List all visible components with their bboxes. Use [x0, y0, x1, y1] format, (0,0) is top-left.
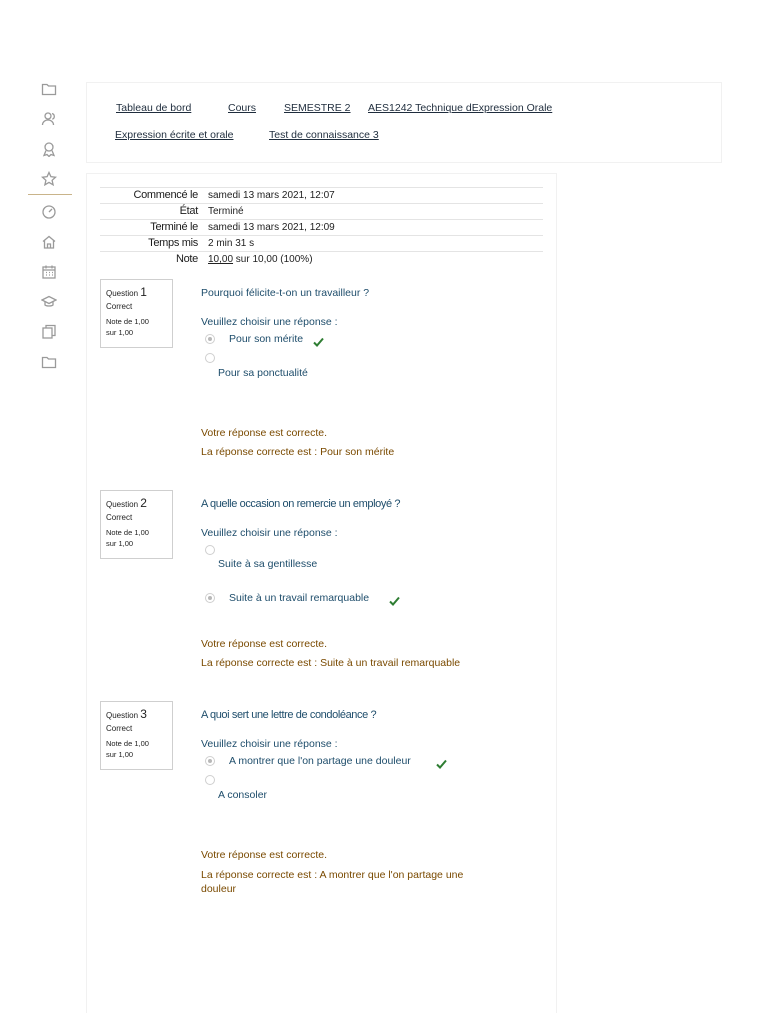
question-state: Correct — [106, 724, 133, 733]
home-icon[interactable] — [40, 233, 58, 251]
dashboard-icon[interactable] — [40, 203, 58, 221]
answer-radio[interactable] — [205, 545, 215, 555]
grade-line: Note de 1,00 — [106, 739, 149, 748]
breadcrumb-course-link[interactable]: AES1242 Technique dExpression Orale — [368, 102, 553, 114]
question-grade — [106, 316, 167, 338]
summary-row-grade — [100, 251, 543, 267]
question-number — [106, 496, 167, 510]
question-grade — [106, 738, 167, 760]
question-state: Correct — [106, 513, 133, 522]
question-grade — [106, 527, 167, 549]
completed-value: samedi 13 mars 2021, 12:09 — [208, 222, 335, 233]
question-label: Question — [106, 500, 139, 509]
folder-icon[interactable] — [40, 353, 58, 371]
question-number — [106, 285, 167, 299]
answer-prompt: Veuillez choisir une réponse : — [201, 738, 338, 750]
grade-line: sur 1,00 — [106, 539, 134, 548]
calendar-icon[interactable] — [40, 263, 58, 281]
sidebar-divider — [28, 194, 72, 195]
breadcrumb-dashboard-link[interactable]: Tableau de bord — [116, 102, 192, 114]
grade-label: Note — [175, 253, 198, 265]
feedback-text: Votre réponse est correcte. — [201, 638, 328, 650]
time-label: Temps mis — [148, 237, 198, 249]
question-info-box — [100, 279, 173, 348]
summary-row-completed — [100, 219, 543, 235]
breadcrumb-semester-link[interactable]: SEMESTRE 2 — [284, 102, 351, 114]
state-value: Terminé — [208, 206, 244, 217]
answer-option[interactable]: Suite à sa gentillesse — [218, 558, 318, 570]
check-icon — [436, 756, 447, 766]
answer-radio-selected[interactable] — [205, 756, 215, 766]
attempt-summary-table — [100, 187, 543, 267]
folder-icon[interactable] — [40, 80, 58, 98]
answer-radio-selected[interactable] — [205, 593, 215, 603]
grade-value — [208, 254, 313, 265]
answer-radio[interactable] — [205, 775, 215, 785]
question-label: Question — [106, 711, 139, 720]
time-value: 2 min 31 s — [208, 238, 255, 249]
started-value: samedi 13 mars 2021, 12:07 — [208, 190, 335, 201]
feedback-text: Votre réponse est correcte. — [201, 849, 328, 861]
correct-answer-text: La réponse correcte est : A montrer que l'on partage une douleur — [201, 869, 464, 895]
correct-answer-text: La réponse correcte est : Pour son mérite — [201, 446, 395, 458]
state-label: État — [179, 205, 198, 217]
summary-row-time — [100, 235, 543, 251]
answer-prompt: Veuillez choisir une réponse : — [201, 527, 338, 539]
badge-icon[interactable] — [40, 140, 58, 158]
grade-line: sur 1,00 — [106, 328, 134, 337]
answer-option[interactable]: Pour sa ponctualité — [218, 367, 308, 379]
grade-line: sur 1,00 — [106, 750, 134, 759]
check-icon — [313, 334, 324, 344]
grade-total: sur 10,00 (100%) — [233, 254, 313, 265]
check-icon — [389, 593, 400, 603]
breadcrumb — [86, 82, 722, 163]
answer-option[interactable]: Pour son mérite — [229, 333, 304, 345]
star-icon[interactable] — [40, 170, 58, 188]
feedback-text: Votre réponse est correcte. — [201, 427, 328, 439]
grade-line: Note de 1,00 — [106, 528, 149, 537]
grade-line: Note de 1,00 — [106, 317, 149, 326]
users-icon[interactable] — [40, 110, 58, 128]
question-num: 1 — [140, 285, 147, 299]
question-num: 3 — [140, 707, 147, 721]
summary-row-started — [100, 187, 543, 203]
answer-radio[interactable] — [205, 353, 215, 363]
correct-answer-text: La réponse correcte est : Suite à un travail remarquable — [201, 657, 461, 669]
question-info-box — [100, 701, 173, 770]
answer-radio-selected[interactable] — [205, 334, 215, 344]
breadcrumb-quiz-link[interactable]: Test de connaissance 3 — [269, 129, 379, 141]
graduation-cap-icon[interactable] — [40, 293, 58, 311]
question-label: Question — [106, 289, 139, 298]
breadcrumb-section-link[interactable]: Expression écrite et orale — [115, 129, 234, 141]
answer-option[interactable]: Suite à un travail remarquable — [229, 592, 370, 604]
question-info-box — [100, 490, 173, 559]
question-num: 2 — [140, 496, 147, 510]
grade-score: 10,00 — [208, 254, 234, 265]
question-text: Pourquoi félicite-t-on un travailleur ? — [201, 287, 370, 299]
question-text: A quelle occasion on remercie un employé ? — [201, 498, 401, 510]
answer-prompt: Veuillez choisir une réponse : — [201, 316, 338, 328]
question-number — [106, 707, 167, 721]
question-state: Correct — [106, 302, 133, 311]
summary-row-state — [100, 203, 543, 219]
started-label: Commencé le — [133, 189, 198, 201]
breadcrumb-courses-link[interactable]: Cours — [228, 102, 257, 114]
answer-option[interactable]: A montrer que l'on partage une douleur — [229, 755, 411, 767]
completed-label: Terminé le — [150, 221, 198, 233]
files-icon[interactable] — [40, 323, 58, 341]
answer-option[interactable]: A consoler — [218, 789, 268, 801]
question-text: A quoi sert une lettre de condoléance ? — [201, 709, 377, 721]
